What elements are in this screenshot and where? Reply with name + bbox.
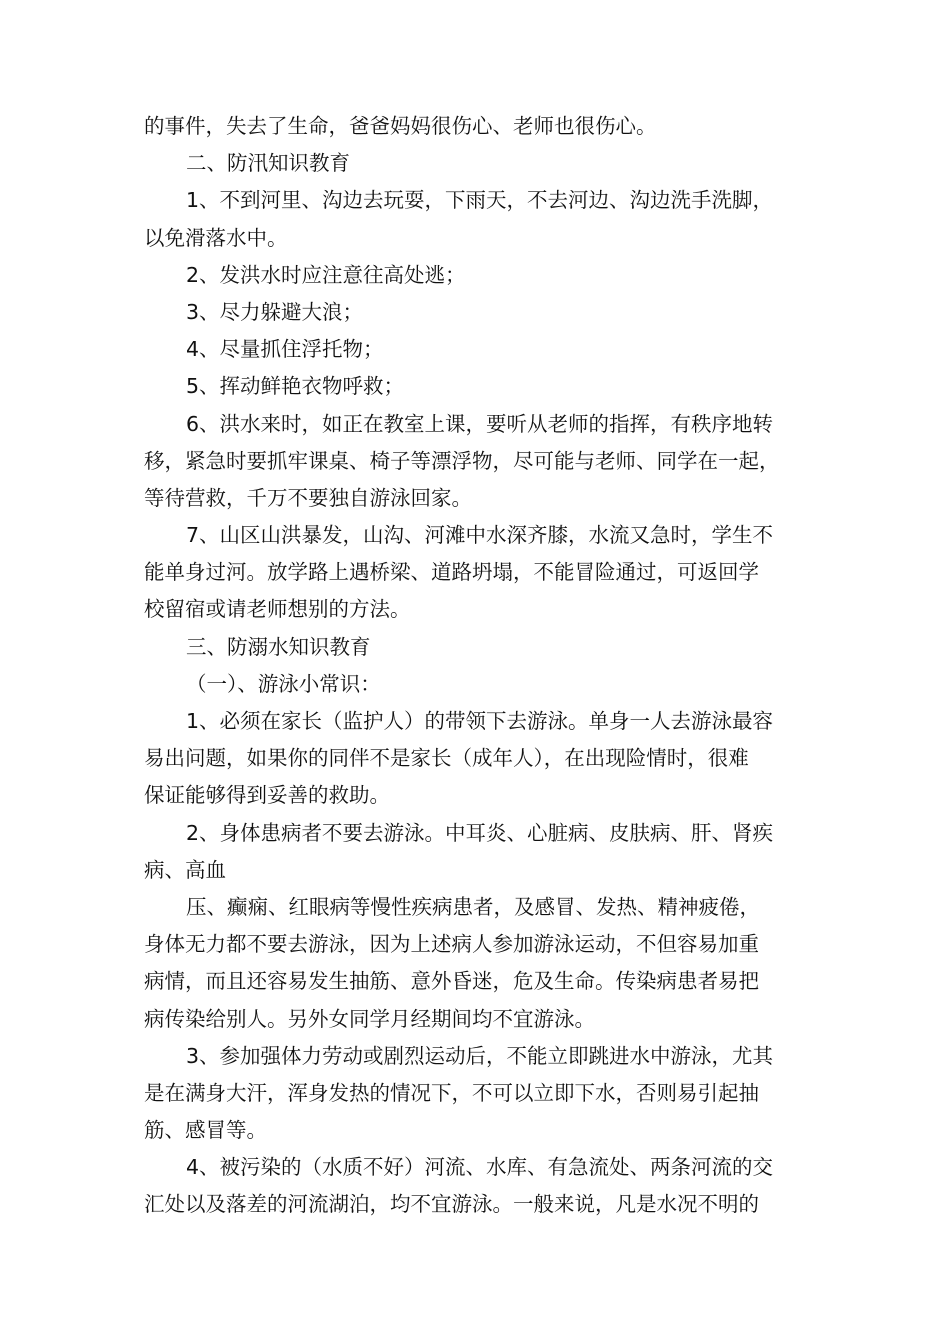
text-line: 能单身过河。放学路上遇桥梁、道路坍塌，不能冒险通过，可返回学: [144, 560, 759, 585]
text-line: 筋、感冒等。: [144, 1118, 267, 1143]
text-line: 1、必须在家长（监护人）的带领下去游泳。单身一人去游泳最容: [186, 709, 774, 733]
section-heading-drowning: 三、防溺水知识教育: [186, 634, 371, 659]
text-line: 保证能够得到妥善的救助。: [144, 783, 390, 808]
text-line: 6、洪水来时，如正在教室上课，要听从老师的指挥，有秩序地转: [186, 411, 774, 436]
text-line: 是在满身大汗，浑身发热的情况下，不可以立即下水，否则易引起抽: [144, 1080, 759, 1105]
text-line: 身体无力都不要去游泳，因为上述病人参加游泳运动，不但容易加重: [144, 932, 759, 957]
text-line: 汇处以及落差的河流湖泊，均不宜游泳。一般来说，凡是水况不明的: [144, 1192, 759, 1217]
subsection-heading: （一）、游泳小常识：: [186, 671, 381, 696]
text-line: 等待营救，千万不要独自游泳回家。: [144, 485, 472, 510]
text-line: 7、山区山洪暴发，山沟、河滩中水深齐膝，水流又急时，学生不: [186, 523, 774, 548]
text-line: 病、高血: [144, 857, 226, 882]
text-line: 压、癫痫、红眼病等慢性疾病患者，及感冒、发热、精神疲倦，: [186, 894, 760, 919]
text-line: 的事件，失去了生命，爸爸妈妈很伤心、老师也很伤心。: [144, 114, 657, 138]
text-line: 3、参加强体力劳动或剧烈运动后，不能立即跳进水中游泳，尤其: [186, 1043, 774, 1068]
text-line: 1、不到河里、沟边去玩耍，下雨天，不去河边、沟边洗手洗脚，: [186, 188, 774, 213]
text-line: 3、尽力躲避大浪；: [186, 299, 364, 324]
text-line: 校留宿或请老师想别的方法。: [144, 597, 411, 622]
text-line: 易出问题，如果你的同伴不是家长（成年人），在出现险情时，很难: [144, 746, 749, 771]
text-line: 2、身体患病者不要去游泳。中耳炎、心脏病、皮肤病、肝、肾疾: [186, 820, 774, 845]
text-line: 以免滑落水中。: [144, 225, 288, 250]
text-line: 4、被污染的（水质不好）河流、水库、有急流处、两条河流的交: [186, 1155, 774, 1180]
text-line: 病传染给别人。另外女同学月经期间均不宜游泳。: [144, 1006, 595, 1031]
section-heading-flood: 二、防汛知识教育: [186, 151, 350, 176]
text-line: 5、挥动鲜艳衣物呼救；: [186, 374, 405, 399]
text-line: 4、尽量抓住浮托物；: [186, 337, 384, 362]
document-page: [144, 108, 810, 1224]
text-line: 移，紧急时要抓牢课桌、椅子等漂浮物，尽可能与老师、同学在一起，: [144, 448, 780, 473]
text-line: 2、发洪水时应注意往高处逃；: [186, 262, 466, 287]
text-line: 病情，而且还容易发生抽筋、意外昏迷，危及生命。传染病患者易把: [144, 969, 759, 994]
